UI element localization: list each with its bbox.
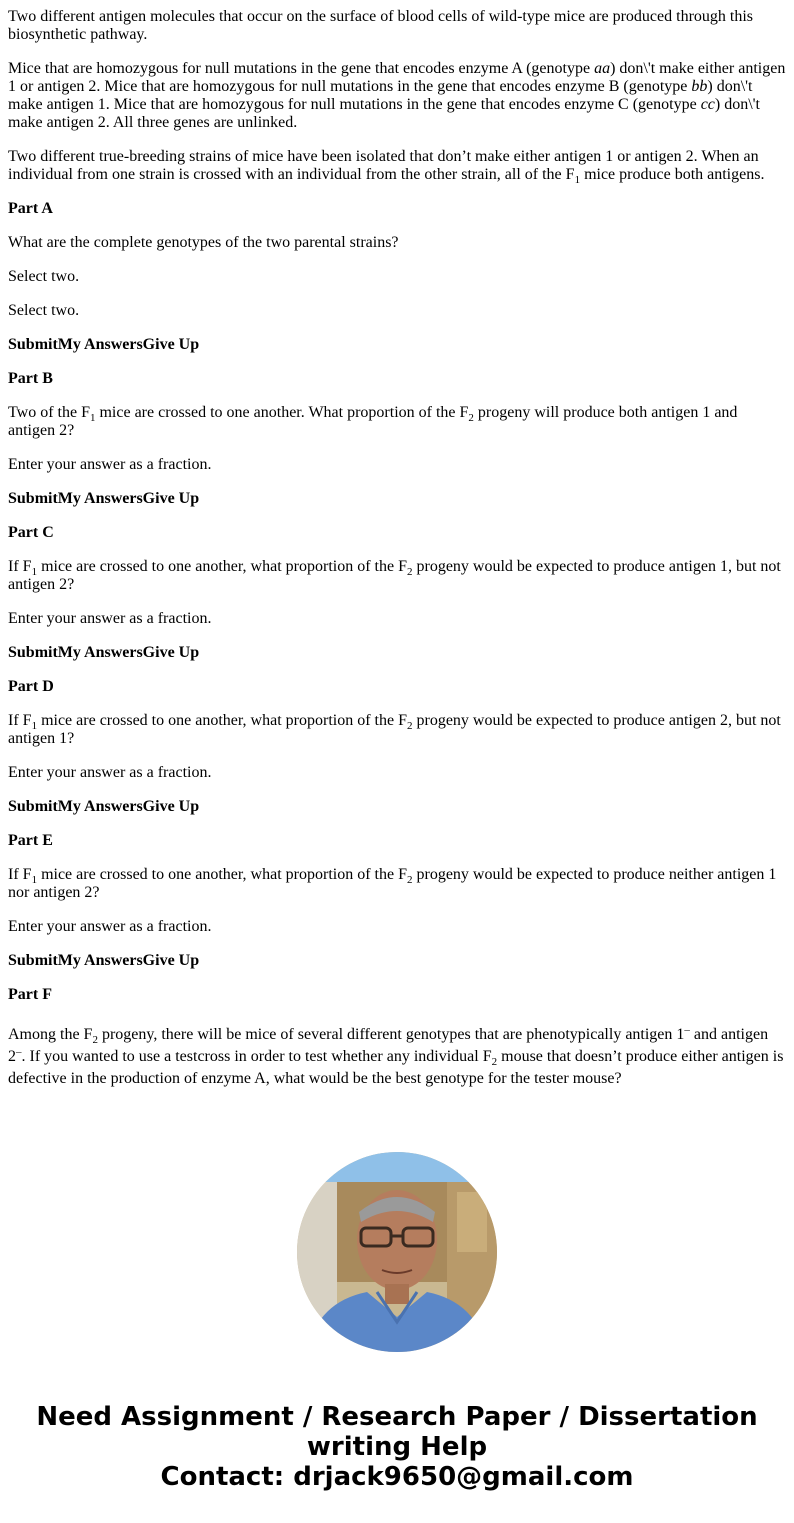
- superscript: –: [684, 1024, 690, 1036]
- footer-contact: Contact: drjack9650@gmail.com: [160, 1462, 634, 1492]
- question-text: mice are crossed to one another, what proportion of the F: [37, 712, 407, 729]
- subscript: 1: [31, 720, 38, 732]
- genotype-bb: bb: [691, 78, 708, 95]
- question-text: progeny would be expected to produce antigen 2, but not antigen 1?: [8, 712, 781, 747]
- footer-line-2: writing Help: [306, 1432, 488, 1462]
- intro-text: Two different true-breeding strains of mice have been isolated that don’t make either antigen 1 or antigen 2. When an individual from one strain is crossed with an individual from the other strain, all of the F: [8, 148, 759, 183]
- document-body: [8, 8, 786, 1106]
- part-a-question: What are the complete genotypes of the two parental strains?: [8, 234, 399, 251]
- part-c-buttons[interactable]: SubmitMy AnswersGive Up: [8, 644, 200, 661]
- footer-line-1: Need Assignment / Research Paper / Dissertation: [36, 1402, 758, 1432]
- question-text: progeny will produce both antigen 1 and antigen 2?: [8, 404, 738, 439]
- subscript: 2: [406, 720, 413, 732]
- subscript: 2: [92, 1034, 98, 1046]
- part-b-instruction: Enter your answer as a fraction.: [8, 456, 212, 473]
- question-text: If F: [8, 558, 32, 575]
- question-text: mice are crossed to one another. What proportion of the F: [95, 404, 469, 421]
- part-a-select-2[interactable]: Select two.: [8, 302, 80, 319]
- portrait-illustration: [297, 1152, 497, 1352]
- question-text: progeny would be expected to produce neither antigen 1 nor antigen 2?: [8, 866, 777, 901]
- question-text: If F: [8, 866, 32, 883]
- intro-paragraph-2: [8, 60, 786, 132]
- part-b-question: [8, 404, 786, 440]
- intro-text: Mice that are homozygous for null mutations in the gene that encodes enzyme A (genotype: [8, 60, 595, 77]
- part-e-instruction: Enter your answer as a fraction.: [8, 918, 212, 935]
- intro-text: ) don\'t make antigen 2. All three genes are unlinked.: [8, 96, 760, 131]
- genotype-aa: aa: [594, 60, 611, 77]
- question-text: If F: [8, 712, 32, 729]
- subscript: 2: [468, 412, 474, 424]
- question-text: progeny, there will be mice of several different genotypes that are phenotypically antigen 1: [97, 1026, 685, 1043]
- part-a-select-1[interactable]: Select two.: [8, 268, 80, 285]
- author-photo: [297, 1152, 497, 1352]
- question-text: progeny would be expected to produce antigen 1, but not antigen 2?: [8, 558, 781, 593]
- subscript: 1: [574, 174, 581, 186]
- part-d-question: [8, 712, 786, 748]
- part-c-title: Part C: [8, 524, 54, 541]
- part-e-buttons[interactable]: SubmitMy AnswersGive Up: [8, 952, 200, 969]
- superscript: –: [16, 1046, 22, 1058]
- part-e-question: [8, 866, 786, 902]
- intro-text: ) don\'t make antigen 1. Mice that are homozygous for null mutations in the gene that encodes enzyme C (genotype: [8, 78, 753, 113]
- intro-text: ) don\'t make either antigen 1 or antigen 2. Mice that are homozygous for null mutations in the gene that encodes enzyme B (genotype: [8, 60, 786, 95]
- question-text: Two of the F: [8, 404, 90, 421]
- question-text: mice are crossed to one another, what proportion of the F: [37, 558, 407, 575]
- intro-paragraph-1: Two different antigen molecules that occur on the surface of blood cells of wild-type mice are produced through this biosynthetic pathway.: [8, 8, 754, 43]
- subscript: 1: [89, 412, 96, 424]
- question-text: Among the F: [8, 1026, 93, 1043]
- subscript: 1: [31, 874, 38, 886]
- question-text: mice are crossed to one another, what proportion of the F: [37, 866, 407, 883]
- intro-paragraph-3: [8, 148, 786, 184]
- part-a-buttons[interactable]: SubmitMy AnswersGive Up: [8, 336, 200, 353]
- genotype-cc: cc: [700, 96, 715, 113]
- part-c-instruction: Enter your answer as a fraction.: [8, 610, 212, 627]
- question-text: and antigen 2: [8, 1026, 769, 1065]
- promo-footer: [0, 1402, 794, 1492]
- question-text: mouse that doesn’t produce either antigen is defective in the production of enzyme A, what would be the best genotype for the tester mouse?: [8, 1048, 784, 1087]
- part-b-buttons[interactable]: SubmitMy AnswersGive Up: [8, 490, 200, 507]
- subscript: 2: [406, 566, 413, 578]
- part-a-title: Part A: [8, 200, 53, 217]
- subscript: 2: [491, 1056, 498, 1068]
- intro-text: mice produce both antigens.: [580, 166, 765, 183]
- part-d-buttons[interactable]: SubmitMy AnswersGive Up: [8, 798, 200, 815]
- part-c-question: [8, 558, 786, 594]
- part-f-title: Part F: [8, 986, 52, 1003]
- part-d-title: Part D: [8, 678, 54, 695]
- subscript: 1: [31, 566, 38, 578]
- part-f-question: [8, 1024, 786, 1090]
- question-text: . If you wanted to use a testcross in order to test whether any individual F: [21, 1048, 492, 1065]
- part-e-title: Part E: [8, 832, 53, 849]
- part-b-title: Part B: [8, 370, 53, 387]
- part-d-instruction: Enter your answer as a fraction.: [8, 764, 212, 781]
- subscript: 2: [406, 874, 413, 886]
